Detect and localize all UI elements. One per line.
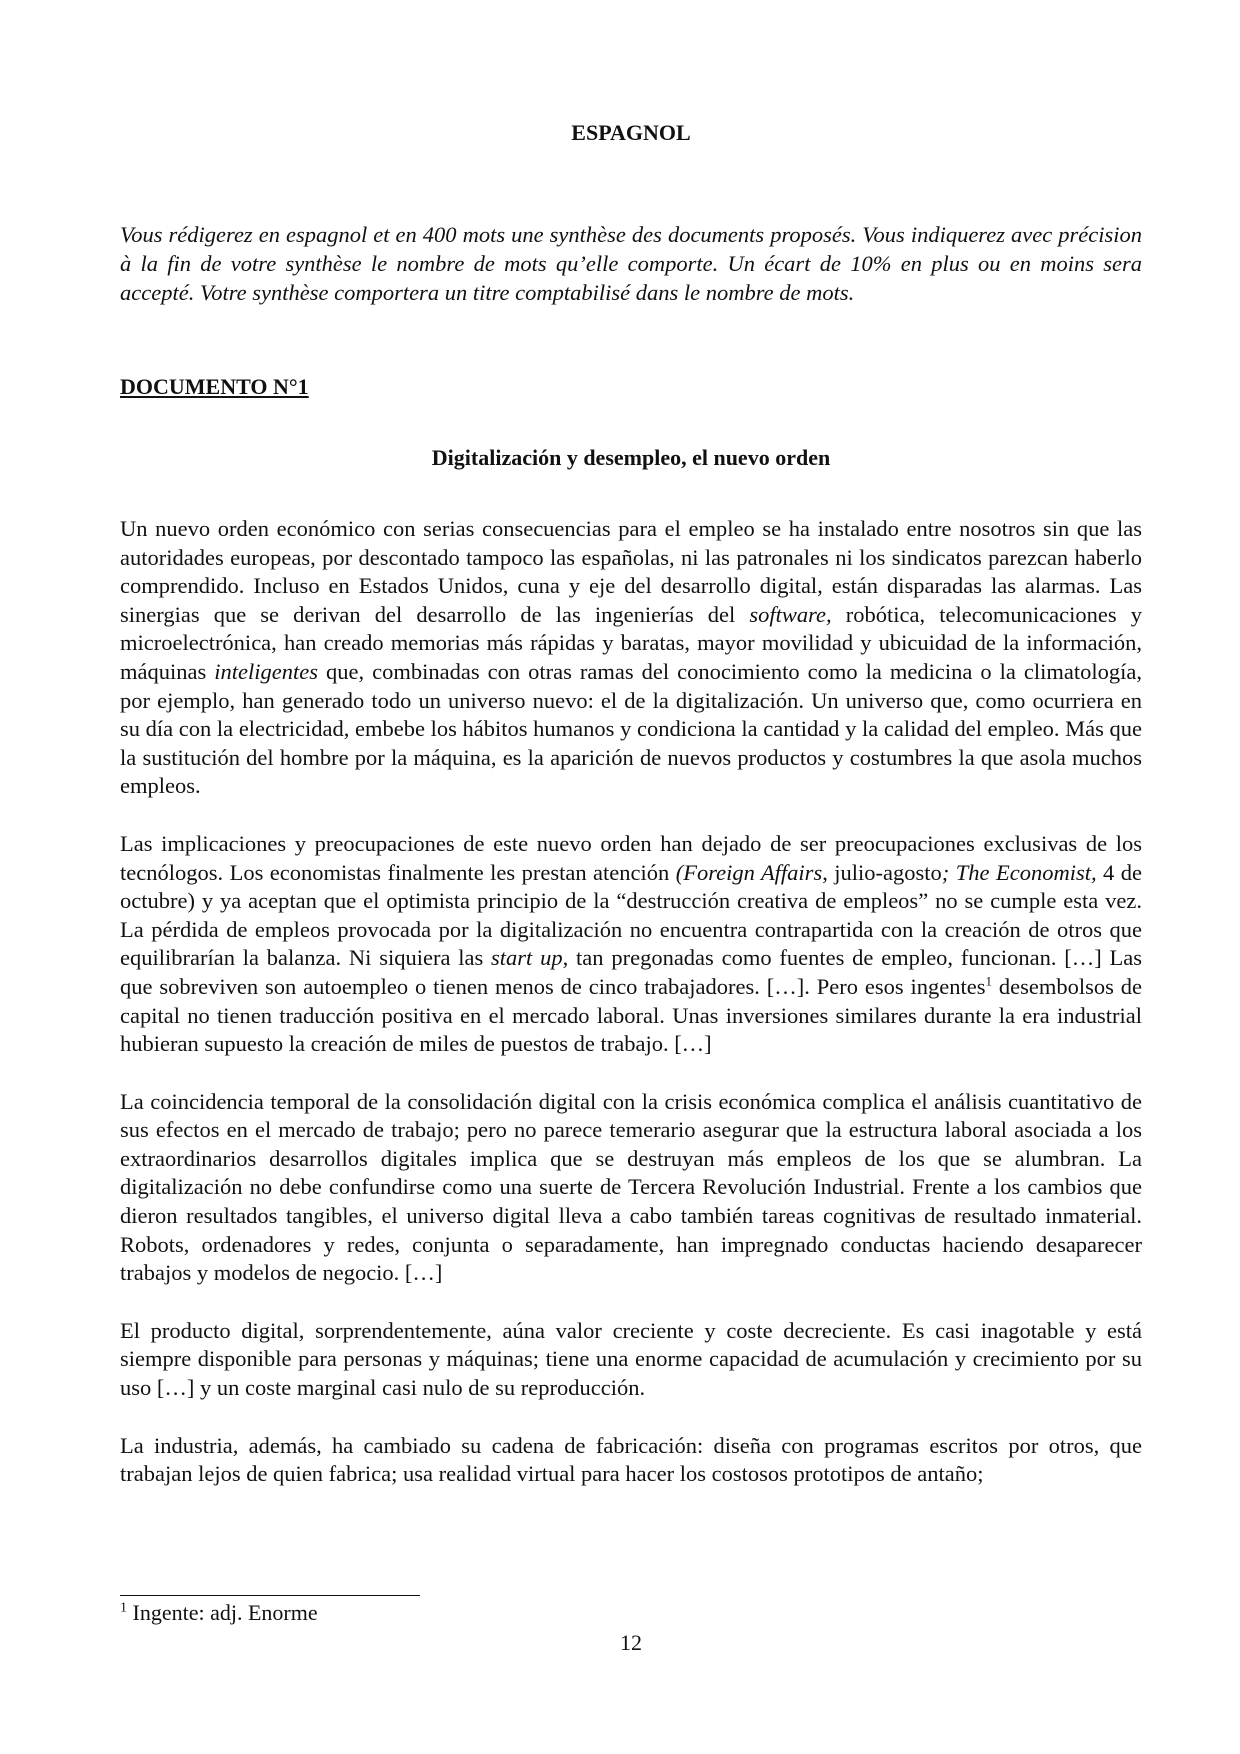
document-title: Digitalización y desempleo, el nuevo orden [431,445,831,470]
page-number: 12 [620,1630,642,1655]
footnote-text: Ingente: adj. Enorme [127,1600,318,1625]
document-label: DOCUMENTO N°1 [120,374,309,399]
paragraph-3: La coincidencia temporal de la consolidación digital con la crisis económica complica el análisis cuantitativo de sus efectos en el mercado de trabajo; pero no parece temerario asegurar que la estructura laboral asociada a los extraordinarios desarrollos digitales implica que se destruyan más empleos de los que se alumbran. La digitalización no debe confundirse como una suerte de Tercera Revolución Industrial. Frente a los cambios que dieron resultados tangibles, el universo digital lleva a cabo también tareas cognitivas de resultado inmaterial. Robots, ordenadores y redes, conjunta o separadamente, han impregnado conductas haciendo desaparecer trabajos y modelos de negocio. […] [120,1088,1142,1286]
paragraph-5: La industria, además, ha cambiado su cadena de fabricación: diseña con programas escritos por otros, que trabajan lejos de quien fabrica; usa realidad virtual para hacer los costosos prototipos de antaño; [120,1432,1142,1487]
paragraph-4: El producto digital, sorprendentemente, aúna valor creciente y coste decreciente. Es casi inagotable y está siempre disponible para personas y máquinas; tiene una enorme capacidad de acumulación y crecimiento por su uso […] y un coste marginal casi nulo de su reproducción. [120,1317,1142,1401]
instructions: Vous rédigerez en espagnol et en 400 mots une synthèse des documents proposés. Vous indiquerez avec précision à la fin de votre synthèse le nombre de mots qu’elle comporte. Un écart de 10% en plus ou en moins sera accepté. Votre synthèse comportera un titre comptabilisé dans le nombre de mots. [120,222,1142,305]
document-body [120,515,1142,1518]
footnote-divider [120,1595,420,1596]
footnote-number: 1 [120,1600,127,1616]
subject-heading: ESPAGNOL [571,120,691,145]
paragraph-1: Un nuevo orden económico con serias consecuencias para el empleo se ha instalado entre nosotros sin que las autoridades europeas, por descontado tampoco las españolas, ni las patronales ni los sindicatos parezcan haberlo comprendido. Incluso en Estados Unidos, cuna y eje del desarrollo digital, están disparadas las alarmas. Las sinergias que se derivan del desarrollo de las ingenierías del software, robótica, telecomunicaciones y microelectrónica, han creado memorias más rápidas y baratas, mayor movilidad y ubicuidad de la información, máquinas inteligentes que, combinadas con otras ramas del conocimiento como la medicina o la climatología, por ejemplo, han generado todo un universo nuevo: el de la digitalización. Un universo que, como ocurriera en su día con la electricidad, embebe los hábitos humanos y condiciona la cantidad y la calidad del empleo. Más que la sustitución del hombre por la máquina, es la aparición de nuevos productos y costumbres la que asola muchos empleos. [120,516,1143,799]
footnote [120,1600,318,1626]
footnote-ref: 1 [985,973,992,989]
paragraph-2: Las implicaciones y preocupaciones de este nuevo orden han dejado de ser preocupaciones exclusivas de los tecnólogos. Los economistas finalmente les prestan atención (Foreign Affairs, julio-agosto; The Economist, 4 de octubre) y ya aceptan que el optimista principio de la “destrucción creativa de empleos” no se cumple esta vez. La pérdida de empleos provocada por la digitalización no encuentra contrapartida con la creación de otros que equilibrarían la balanza. Ni siquiera las start up, tan pregonadas como fuentes de empleo, funcionan. […] Las que sobreviven son autoempleo o tienen menos de cinco trabajadores. […]. Pero esos ingentes$^1$ desembolsos de capital no tienen traducción positiva en el mercado laboral. Unas inversiones similares durante la era industrial hubieran supuesto la creación de miles de puestos de trabajo. […] [120,830,1143,1057]
